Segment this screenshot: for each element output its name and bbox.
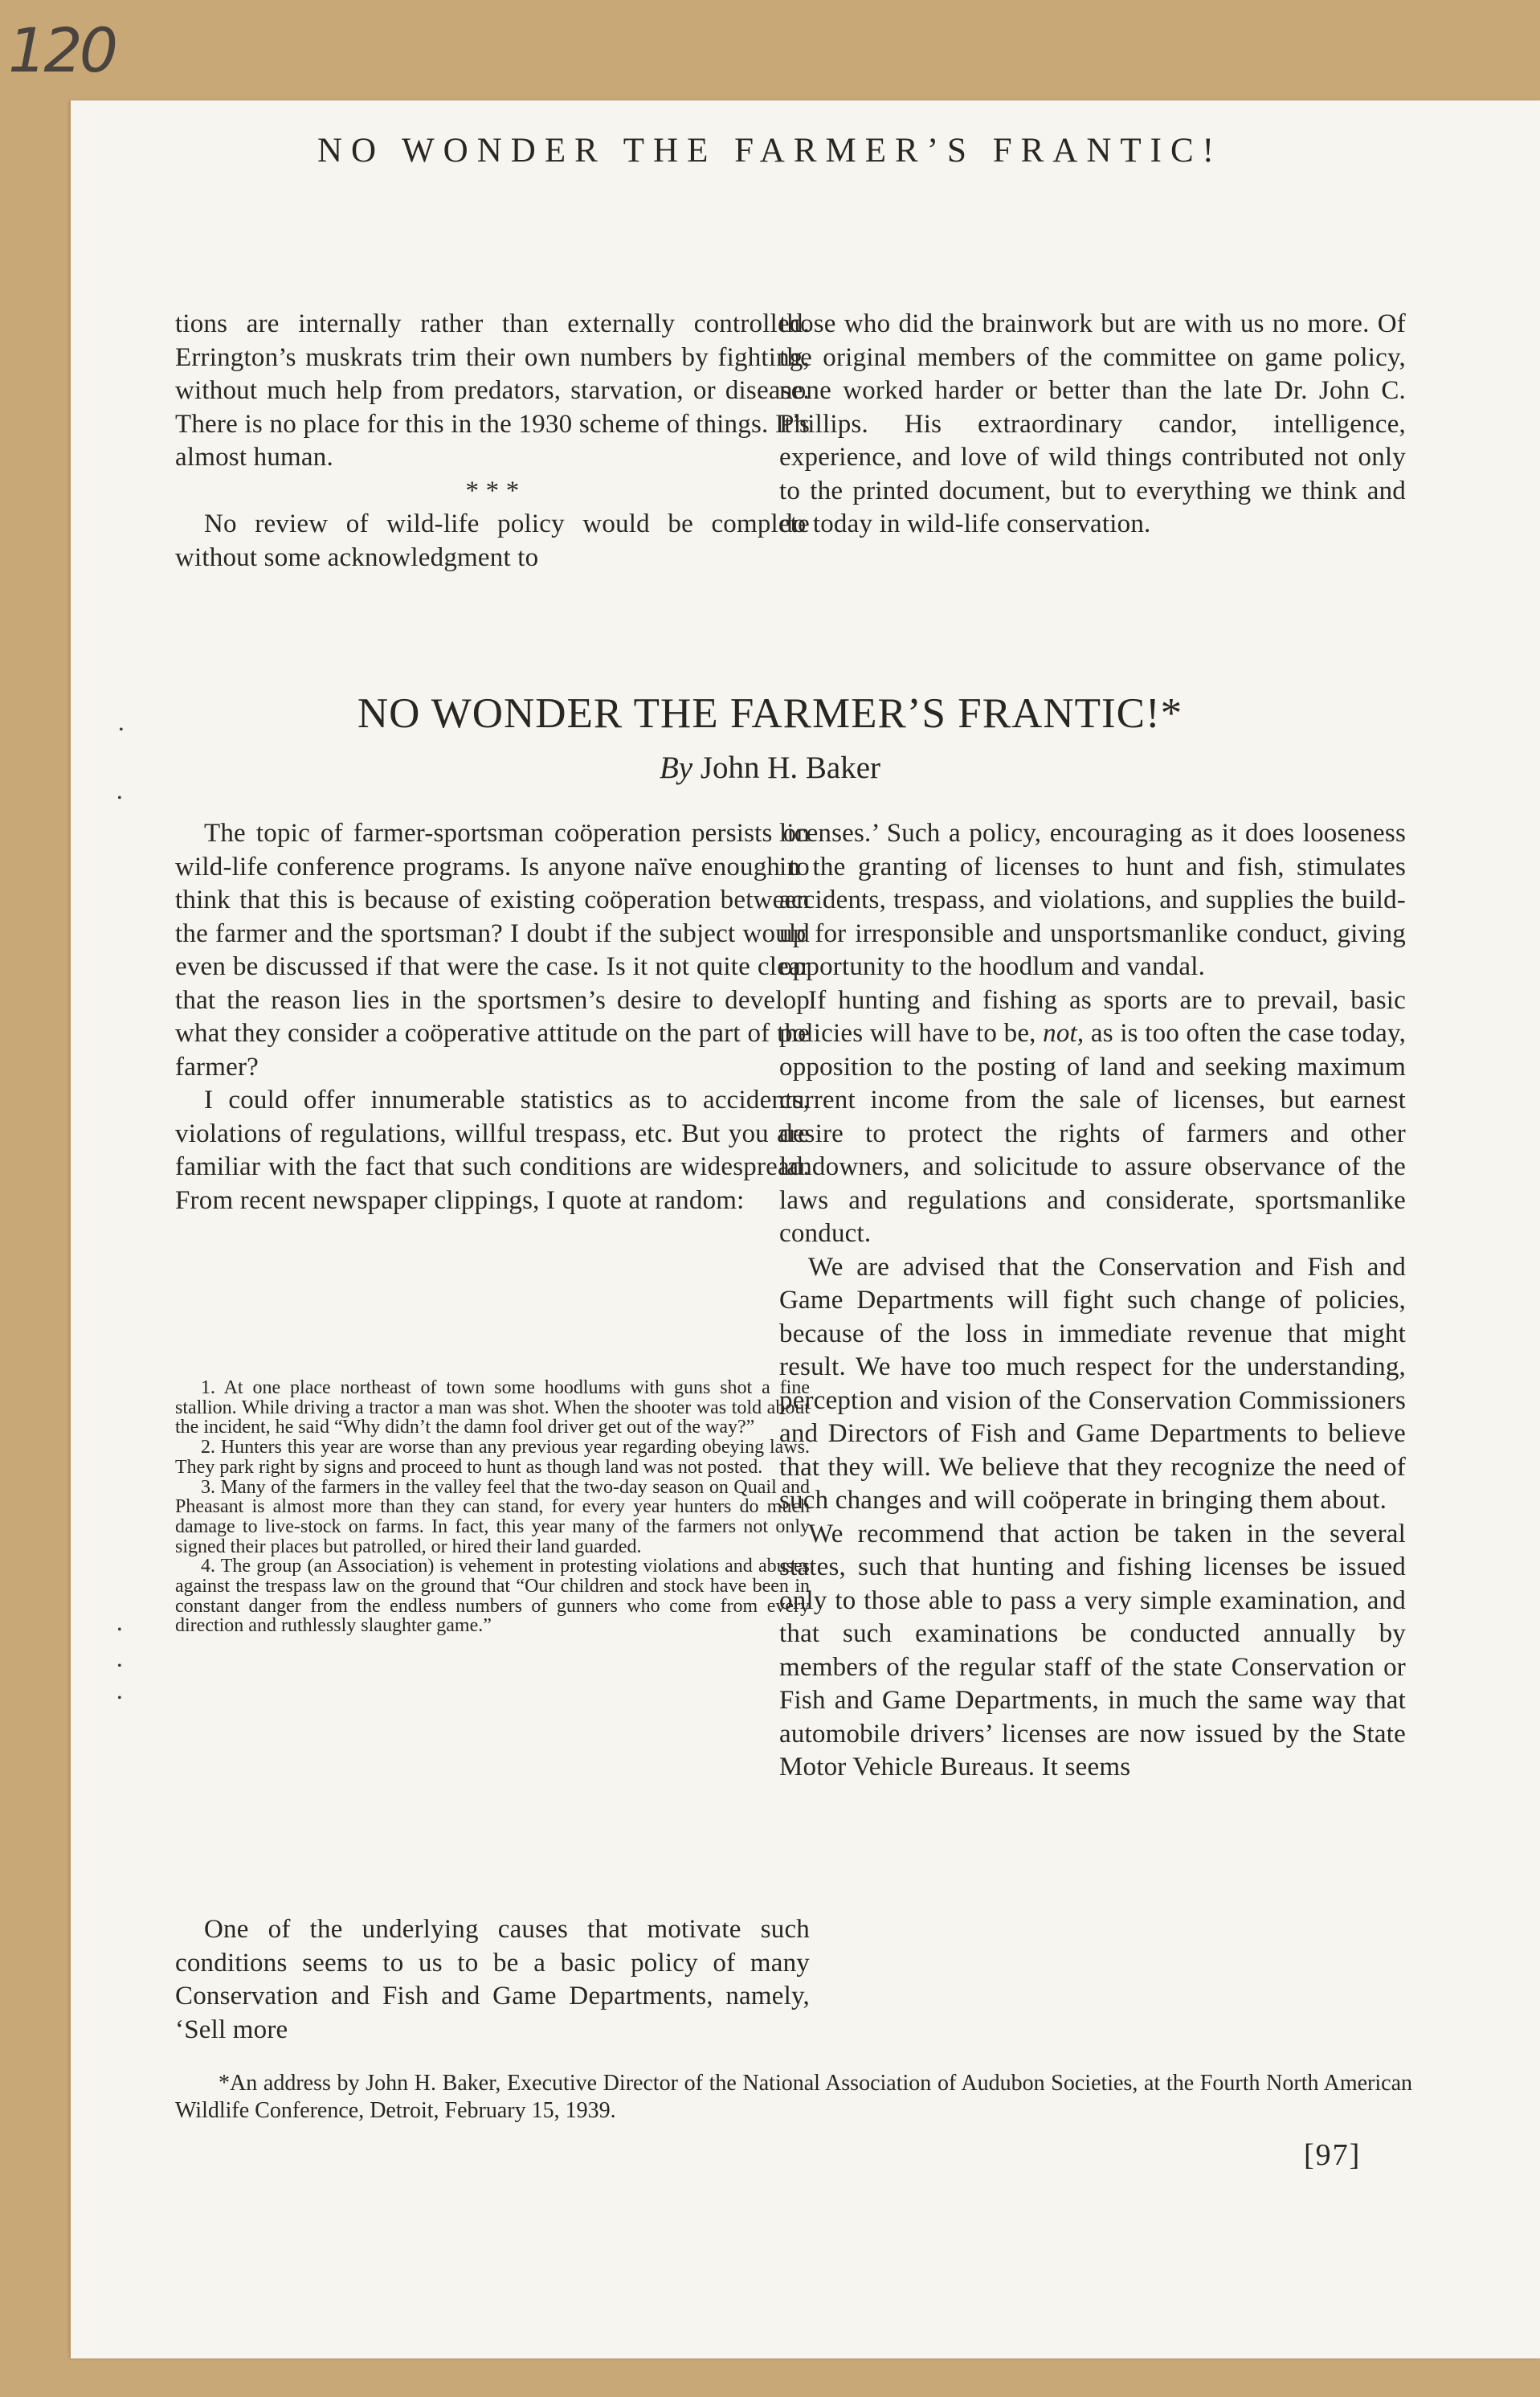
margin-mark: •	[117, 1691, 122, 1705]
top-right-column	[779, 308, 1406, 542]
author-name: John H. Baker	[700, 751, 881, 785]
text-run: as is too often the case today, opposition to the posting of land and seeking maximum current income from the sale of licenses, but earnest desire to protect the rights of farmers and other landowners, and solicitude to assure observance of the laws and regulations and considerate, sportsmanlike conduct.	[779, 1019, 1407, 1248]
left-column	[175, 817, 810, 1217]
paragraph: One of the underlying causes that motivate such conditions seems to us to be a basic policy of many Conservation and Fish and Game Departments, namely, ‘Sell more	[175, 1915, 810, 2044]
paragraph	[779, 984, 1406, 1251]
footnote-text: *An address by John H. Baker, Executive Director of the National Association of Audubon Societies, at the Fourth North American Wildlife Conference, Detroit, February 15, 1939.	[175, 2071, 1412, 2123]
quote-item: 3. Many of the farmers in the valley feel that the two-day season on Quail and Pheasant is almost more than they can stand, for every year hunters do much damage to live-stock on farms. In fact, this year many of the farmers not only signed their places but patrolled, or hired their land guarded.	[175, 1476, 810, 1557]
paragraph: those who did the brainwork but are with us no more. Of the original members of the committee on game policy, none worked harder or better than the late Dr. John C. Phillips. His extraordinary candor, intelligence, experience, and love of wild things contributed not only to the printed document, but to everything we think and do today in wild-life conservation.	[779, 309, 1406, 538]
margin-mark: •	[119, 723, 124, 737]
margin-mark: •	[117, 1659, 122, 1673]
footnote	[175, 2070, 1412, 2125]
section-break: * * *	[465, 476, 520, 505]
paragraph: No review of wild-life policy would be complete without some acknowledgment to	[175, 509, 810, 572]
paragraph: tions are internally rather than externally controlled. Errington’s muskrats trim their own numbers by fighting, without much help from predators, starvation, or disease. There is no place for this in the 1930 scheme of things. It’s almost human.	[175, 309, 810, 472]
paragraph: I could offer innumerable statistics as to accidents, violations of regulations, willful trespass, etc. But you are familiar with the fact that such conditions are widespread. From recent newspaper clippings, I quote at random:	[175, 1086, 810, 1215]
text-run: If hunting and fishing as sports are to prevail, basic policies will have to be,	[779, 985, 1406, 1048]
paragraph: The topic of farmer-sportsman coöperation persists on wild-life conference programs. Is anyone naïve enough to think that this is because of existing coöperation between the farmer and the sportsman? I doubt if the subject would even be discussed if that were the case. Is it not quite clear that the reason lies in the sportsmen’s desire to develop what they consider a coöperative attitude on the part of the farmer?	[175, 819, 810, 1082]
page-number: [97]	[1304, 2138, 1362, 2172]
byline	[0, 750, 1540, 786]
margin-mark: •	[117, 792, 122, 805]
right-column	[779, 817, 1406, 1785]
article-title: NO WONDER THE FARMER’S FRANTIC!*	[357, 690, 1183, 737]
paragraph: We are advised that the Conservation and Fish and Game Departments will fight such change of policies, because of the loss in immediate revenue that might result. We have too much respect for the understanding, perception and vision of the Conservation Commissioners and Directors of Fish and Game Departments to believe that they will. We believe that they recognize the need of such changes and will coöperate in bringing them about.	[779, 1252, 1406, 1515]
top-left-column	[175, 308, 810, 575]
quote-item: 2. Hunters this year are worse than any previous year regarding obeying laws. They park right by signs and proceed to hunt as though land was not posted.	[175, 1437, 810, 1478]
paragraph: We recommend that action be taken in the several states, such that hunting and fishing licenses be issued only to those able to pass a very simple examination, and that such examinations be conducted annually by members of the regular staff of the state Conservation or Fish and Game Departments, in much the same way that automobile drivers’ licenses are now issued by the State Motor Vehicle Bureaus. It seems	[779, 1519, 1406, 1781]
handwritten-page-number: 120	[8, 14, 116, 86]
quote-item: 1. At one place northeast of town some hoodlums with guns shot a fine stallion. While driving a tractor a man was shot. When the shooter was told about the incident, he said “Why didn’t the damn fool driver get out of the way?”	[175, 1377, 810, 1438]
running-head: NO WONDER THE FARMER’S FRANTIC!	[317, 132, 1223, 170]
emphasis: not,	[1043, 1019, 1085, 1048]
quoted-clippings	[175, 1378, 810, 1636]
quote-item: 4. The group (an Association) is vehement in protesting violations and abuses against the trespass law on the ground that “Our children and stock have been in constant danger from the endless numbers of gunners who come from every direction and ruthlessly slaughter game.”	[175, 1556, 810, 1637]
margin-mark: •	[117, 1623, 122, 1637]
paragraph: licenses.’ Such a policy, encouraging as it does looseness in the granting of licenses to hunt and fish, stimulates accidents, trespass, and violations, and supplies the build-up for irresponsible and unsportsmanlike conduct, giving opportunity to the hoodlum and vandal.	[779, 819, 1406, 981]
byline-prefix: By	[659, 751, 693, 785]
left-column-continued	[175, 1913, 810, 2047]
